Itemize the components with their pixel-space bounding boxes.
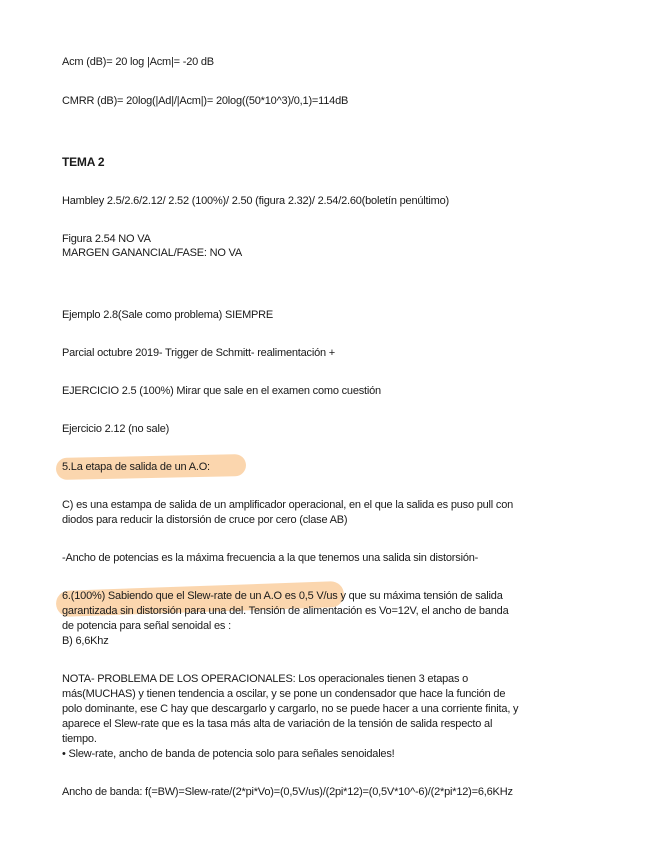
- question6-line-3: de potencia para señal senoidal es :: [62, 620, 231, 632]
- ancho-banda-line: Ancho de banda: f(=BW)=Slew-rate/(2*pi*Vo)=(0,5V/us)/(2pi*12)=(0,5V*10^-6)/(2*pi*12)=6,6KHz: [62, 786, 513, 798]
- parcial-line: Parcial octubre 2019- Trigger de Schmitt- realimentación +: [62, 347, 336, 359]
- acm-line: Acm (dB)= 20 log |Acm|= -20 dB: [62, 56, 214, 68]
- etapa-line: 5.La etapa de salida de un A.O:: [62, 461, 210, 473]
- question6-line-2: garantizada sin distorsión para una del. Tensión de alimentación es Vo=12V, el ancho de banda: [62, 605, 509, 617]
- nota-line-1: NOTA- PROBLEMA DE LOS OPERACIONALES: Los operacionales tienen 3 etapas o: [62, 673, 469, 685]
- nota-line-5: tiempo.: [62, 733, 97, 745]
- nota-line-4: aparece el Slew-rate que es la tasa más alta de variación de la tensión de salida respecto al: [62, 718, 493, 730]
- figura-line: Figura 2.54 NO VA: [62, 233, 151, 245]
- nota-line-3: polo dominante, ese C hay que descargarlo y cargarlo, no se puede hacer a una corriente finita, y: [62, 703, 519, 715]
- nota-bullet: • Slew-rate, ancho de banda de potencia solo para señales senoidales!: [62, 748, 395, 760]
- nota-line-2: más(MUCHAS) y tienen tendencia a oscilar, y se pone un condensador que hace la función de: [62, 688, 506, 700]
- ejercicio25-line: EJERCICIO 2.5 (100%) Mirar que sale en el examen como cuestión: [62, 385, 381, 397]
- question6-line-1: 6.(100%) Sabiendo que el Slew-rate de un A.O es 0,5 V/us y que su máxima tensión de salida: [62, 590, 503, 602]
- question6-answer: B) 6,6Khz: [62, 635, 109, 647]
- answer-c-line-1: C) es una estampa de salida de un amplificador operacional, en el que la salida es puso pull con: [62, 499, 514, 511]
- section-heading: TEMA 2: [62, 155, 105, 169]
- ejercicio212-line: Ejercicio 2.12 (no sale): [62, 423, 170, 435]
- ancho-potencias-line: -Ancho de potencias es la máxima frecuencia a la que tenemos una salida sin distorsión-: [62, 552, 479, 564]
- cmrr-line: CMRR (dB)= 20log(|Ad|/|Acm|)= 20log((50*10^3)/0,1)=114dB: [62, 95, 349, 107]
- ejemplo-line: Ejemplo 2.8(Sale como problema) SIEMPRE: [62, 309, 274, 321]
- answer-c-line-2: diodos para reducir la distorsión de cruce por cero (clase AB): [62, 514, 348, 526]
- margen-line: MARGEN GANANCIAL/FASE: NO VA: [62, 247, 243, 259]
- hambley-line: Hambley 2.5/2.6/2.12/ 2.52 (100%)/ 2.50 (figura 2.32)/ 2.54/2.60(boletín penúltimo): [62, 195, 449, 207]
